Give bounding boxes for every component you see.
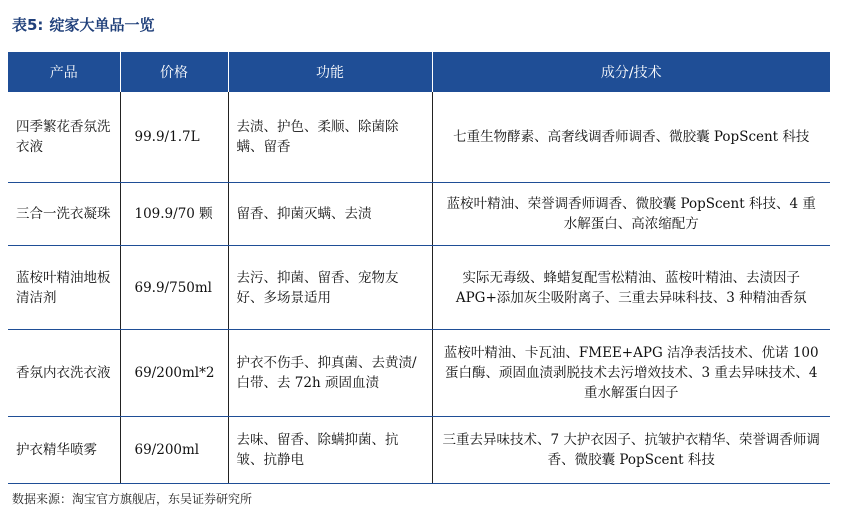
cell-product: 三合一洗衣凝珠 — [8, 183, 120, 246]
cell-tech: 三重去异味技术、7 大护衣因子、抗皱护衣精华、荣誉调香师调香、微胶囊 PopScent 科技 — [432, 417, 830, 484]
table-title-text: 绽家大单品一览 — [49, 16, 155, 34]
table-row — [8, 92, 830, 183]
cell-tech: 实际无毒级、蜂蜡复配雪松精油、蓝桉叶精油、去渍因子 APG+添加灰尘吸附离子、三重去异味科技、3 种精油香氛 — [432, 246, 830, 330]
cell-tech: 七重生物酵素、高奢线调香师调香、微胶囊 PopScent 科技 — [432, 92, 830, 183]
header-product: 产品 — [8, 52, 120, 92]
cell-function: 护衣不伤手、抑真菌、去黄渍/白带、去 72h 顽固血渍 — [228, 330, 432, 417]
cell-function: 去污、抑菌、留香、宠物友好、多场景适用 — [228, 246, 432, 330]
table-header-row — [8, 52, 830, 92]
table-row — [8, 330, 830, 417]
cell-product: 蓝桉叶精油地板清洁剂 — [8, 246, 120, 330]
table-number: 表5: — [12, 16, 44, 34]
header-function: 功能 — [228, 52, 432, 92]
cell-price: 69.9/750ml — [120, 246, 228, 330]
cell-product: 四季繁花香氛洗衣液 — [8, 92, 120, 183]
cell-price: 109.9/70 颗 — [120, 183, 228, 246]
cell-price: 69/200ml — [120, 417, 228, 484]
cell-product: 护衣精华喷雾 — [8, 417, 120, 484]
header-tech: 成分/技术 — [432, 52, 830, 92]
data-source-note: 数据来源：淘宝官方旗舰店，东吴证券研究所 — [12, 492, 253, 506]
cell-tech: 蓝桉叶精油、卡瓦油、FMEE+APG 洁净表活技术、优诺 100 蛋白酶、顽固血渍剥脱技术去污增效技术、3 重去异味技术、4 重水解蛋白因子 — [432, 330, 830, 417]
product-table — [8, 52, 830, 484]
table-row — [8, 417, 830, 484]
cell-function: 去味、留香、除螨抑菌、抗皱、抗静电 — [228, 417, 432, 484]
cell-price: 69/200ml*2 — [120, 330, 228, 417]
header-price: 价格 — [120, 52, 228, 92]
table-row — [8, 246, 830, 330]
table-title — [12, 14, 154, 35]
cell-function: 去渍、护色、柔顺、除菌除螨、留香 — [228, 92, 432, 183]
cell-price: 99.9/1.7L — [120, 92, 228, 183]
cell-tech: 蓝桉叶精油、荣誉调香师调香、微胶囊 PopScent 科技、4 重水解蛋白、高浓缩配方 — [432, 183, 830, 246]
table-row — [8, 183, 830, 246]
cell-product: 香氛内衣洗衣液 — [8, 330, 120, 417]
cell-function: 留香、抑菌灭螨、去渍 — [228, 183, 432, 246]
